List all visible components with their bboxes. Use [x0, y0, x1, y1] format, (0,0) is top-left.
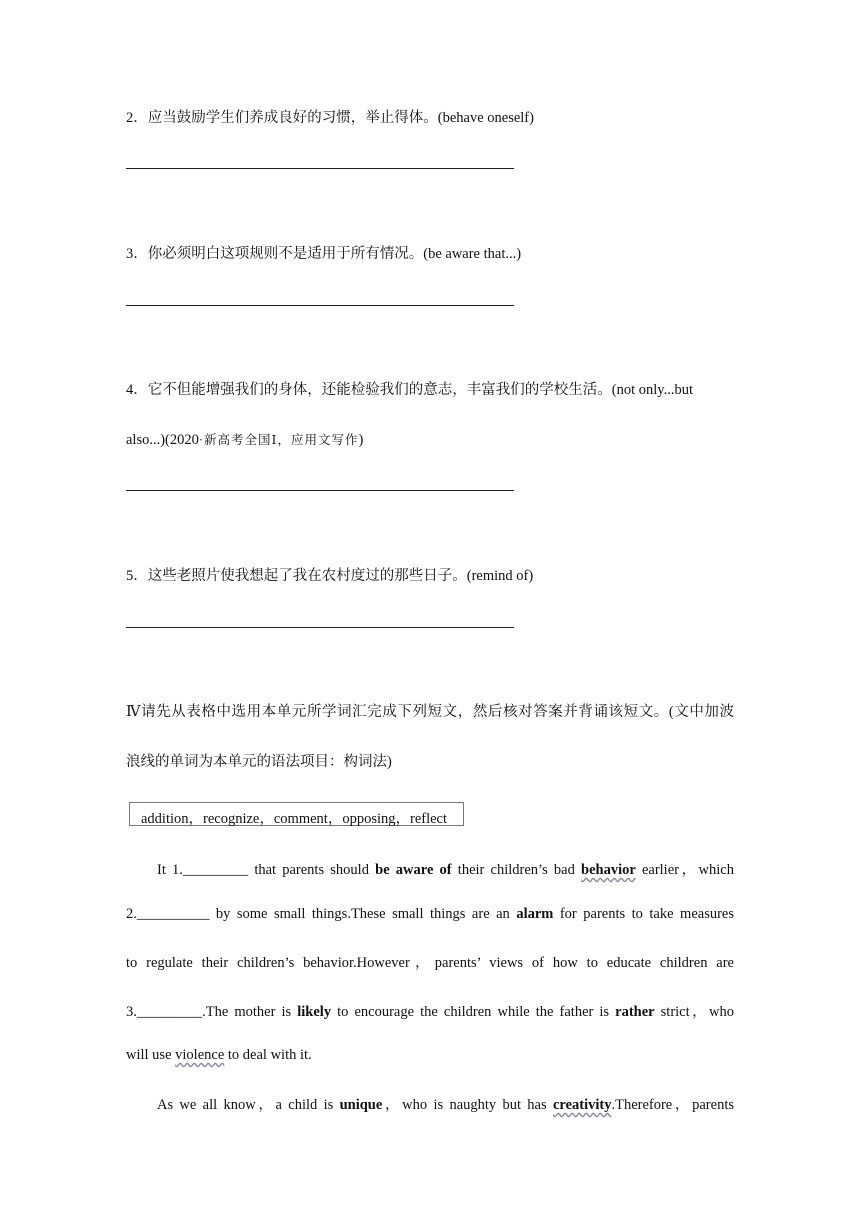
- word-bank-box: [129, 802, 464, 826]
- answer-blank-2[interactable]: [126, 168, 514, 169]
- question-number: 4．: [126, 382, 148, 398]
- passage-line-6: As we all know，a child is unique，who is naughty but has creativity.Therefore，parents: [157, 1097, 734, 1113]
- question-number: 2．: [126, 110, 148, 126]
- key-word: likely: [297, 1004, 332, 1020]
- passage-line-1: It 1._________ that parents should be aware of their children’s bad behavior earlier，which: [157, 862, 734, 878]
- question-number: 3．: [126, 246, 148, 262]
- passage-line-5: will use violence to deal with it.: [126, 1047, 312, 1063]
- key-phrase: be aware of: [375, 862, 452, 878]
- answer-blank-4[interactable]: [126, 490, 514, 491]
- key-word: alarm: [516, 906, 554, 922]
- word-bank-text: addition，recognize，comment，opposing，reflect: [141, 811, 448, 827]
- question-text: 这些老照片使我想起了我在农村度过的那些日子。(remind of): [147, 568, 534, 584]
- question-number: 5．: [126, 568, 148, 584]
- key-word: unique: [339, 1097, 383, 1113]
- passage-line-4: 3._________.The mother is likely to encourage the children while the father is rather strict，who: [126, 1004, 734, 1020]
- passage-line-2: 2.__________ by some small things.These small things are an alarm for parents to take measures: [126, 906, 734, 922]
- key-word: rather: [615, 1004, 655, 1020]
- grammar-word: violence: [175, 1047, 225, 1063]
- section-4-instruction-line2: 浪线的单词为本单元的语法项目：构词法): [126, 754, 392, 770]
- question-3: [126, 242, 521, 263]
- question-text: 你必须明白这项规则不是适用于所有情况。(be aware that...): [147, 246, 522, 262]
- answer-blank-5[interactable]: [126, 627, 514, 628]
- grammar-word: creativity: [552, 1097, 612, 1113]
- question-text: 它不但能增强我们的身体，还能检验我们的意志，丰富我们的学校生活。(not only...but: [147, 382, 693, 398]
- answer-blank-3[interactable]: [126, 305, 514, 306]
- question-2: [126, 106, 534, 127]
- passage-line-3: to regulate their children’s behavior.However，parents’ views of how to educate children are: [126, 955, 734, 971]
- question-4-line2: also...)(2020·新高考全国Ⅰ，应用文写作): [126, 432, 364, 448]
- source-note: ·新高考全国Ⅰ，应用文写作: [198, 433, 359, 447]
- section-4-instruction-line1: Ⅳ请先从表格中选用本单元所学词汇完成下列短文，然后核对答案并背诵该短文。(文中加波: [126, 704, 734, 720]
- question-text: 应当鼓励学生们养成良好的习惯，举止得体。(behave oneself): [147, 110, 534, 126]
- question-5: [126, 564, 533, 585]
- grammar-word: behavior: [581, 862, 636, 878]
- question-4: [126, 378, 734, 399]
